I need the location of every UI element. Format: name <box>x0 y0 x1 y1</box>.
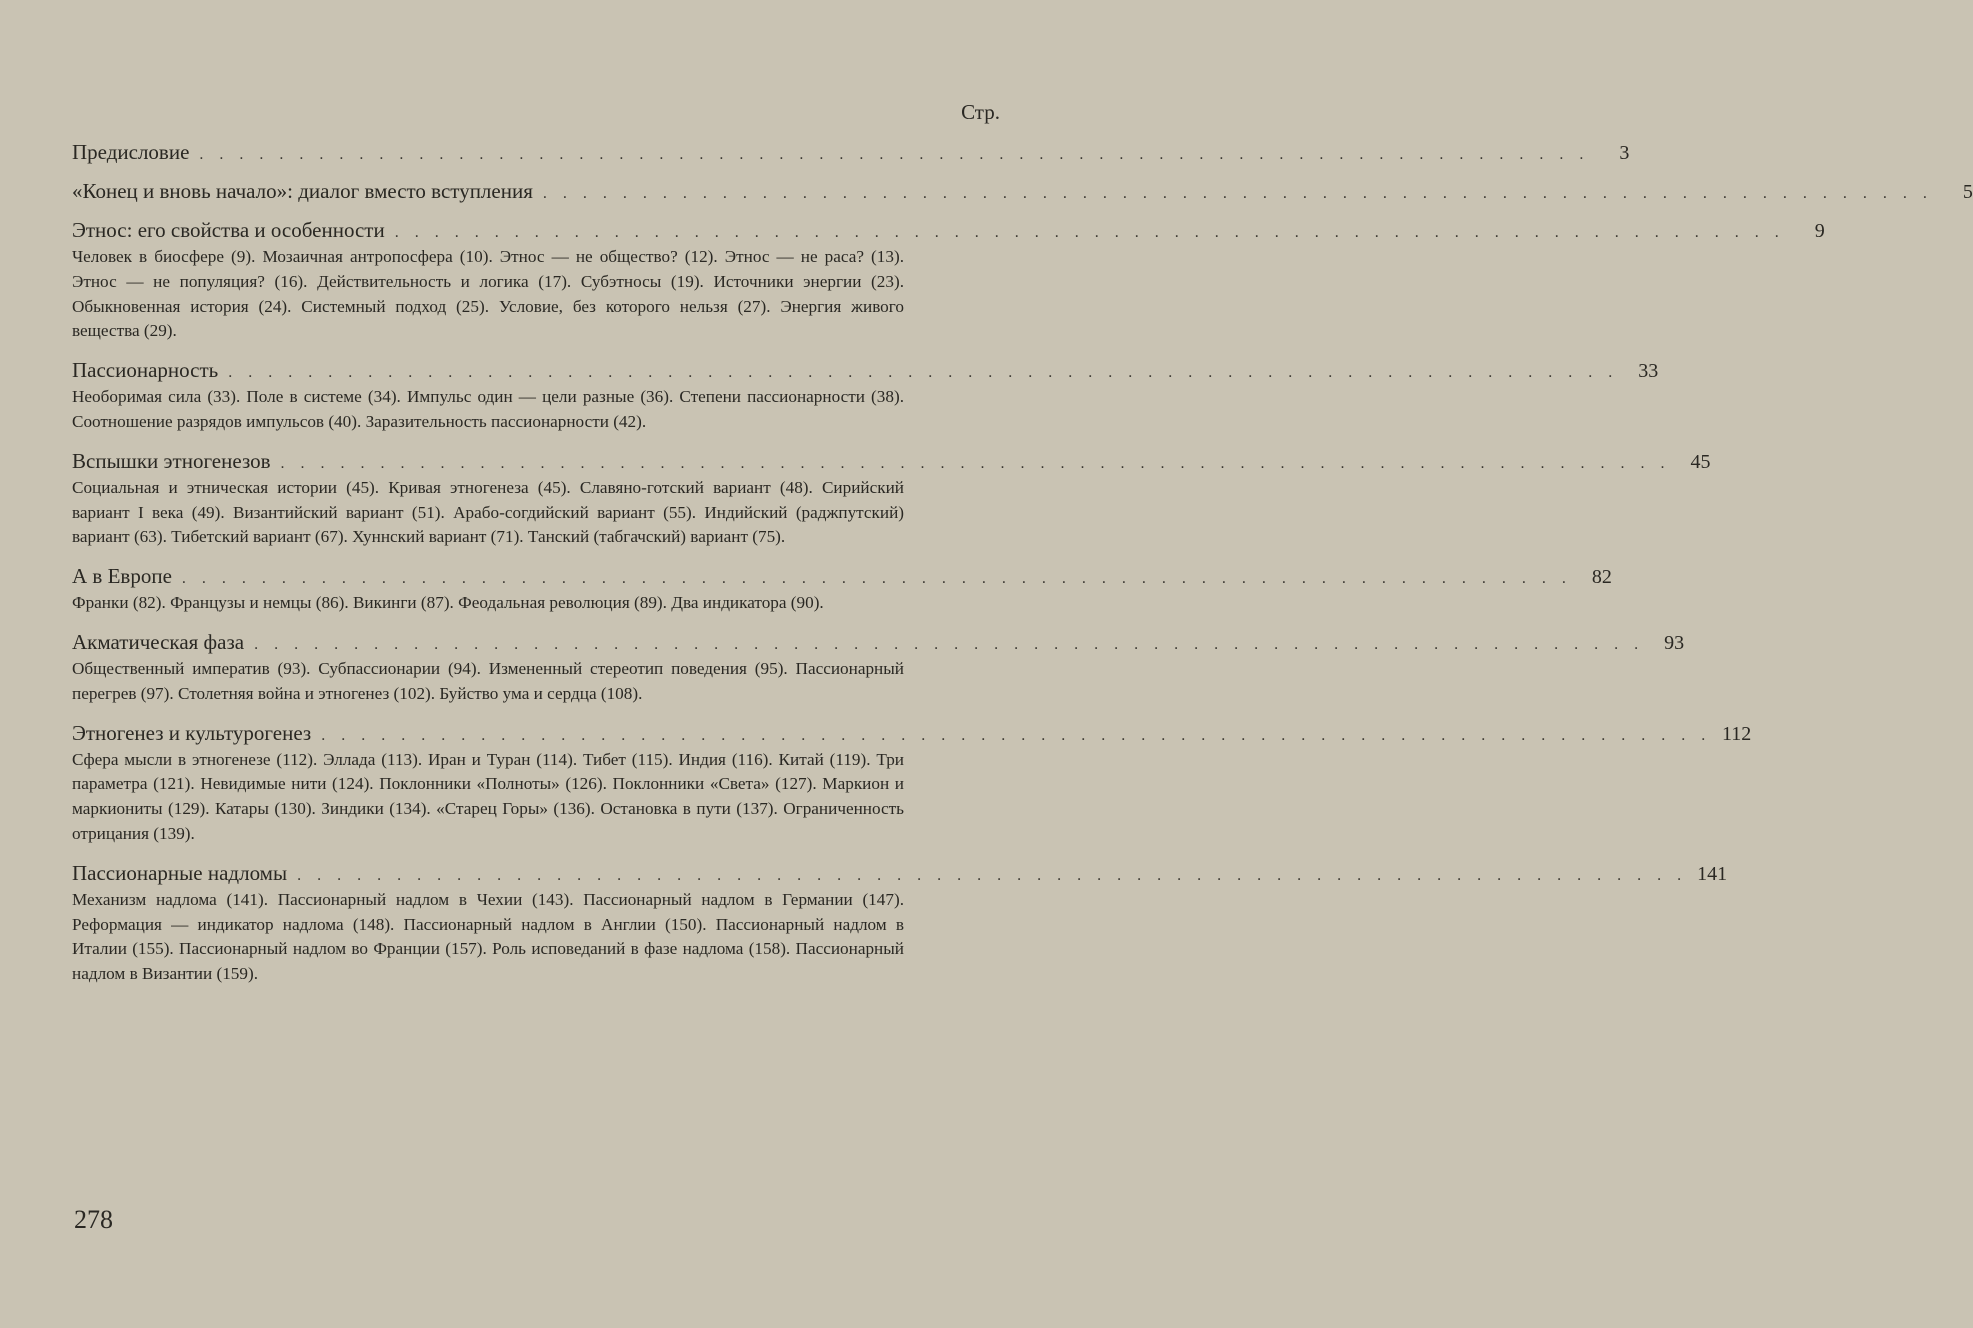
toc-entry-description: Социальная и этническая истории (45). Кривая этногенеза (45). Славяно-готский вариант (48). Сирийский вариант I века (49). Византийский вариант (51). Арабо-согдийский вариант (55). Индийский (раджпутский) вариант (63). Тибетский вариант (67). Хуннский вариант (71). Танский (табгачский) вариант (75). <box>72 477 904 547</box>
toc-entry-description: Механизм надлома (141). Пассионарный надлом в Чехии (143). Пассионарный надлом в Германии (147). Реформация — индикатор надлома (148). Пассионарный надлом в Англии (150). Пассионарный надлом в Италии (155). Пассионарный надлом во Франции (157). Роль исповеданий в фазе надлома (158). Пассионарный надлом в Византии (159). <box>72 889 904 984</box>
toc-entry-title: Пассионарность <box>72 358 219 383</box>
dot-leader: . . . . . . . . . . . . . . . . . . . . . . . . . . . . . . . . . . . . . . . . . . . . . . . . . . . . . . . . . . . . . . . . . . . . . . <box>280 454 1671 472</box>
toc-entry-title: А в Европе <box>72 564 172 589</box>
toc-entry-description: Человек в биосфере (9). Мозаичная антропосфера (10). Этнос — не общество? (12). Этнос — не раса? (13). Этнос — не популяция? (16). Действительность и логика (17). Субэтносы (19). Источники энергии (23). Обыкновенная история (24). Системный подход (25). Условие, без которого нельзя (27). Энергия живого вещества (29). <box>72 247 904 341</box>
toc-heading-row <box>72 720 1752 746</box>
toc-heading-row <box>72 140 1630 165</box>
toc-entry-title: Этнос: его свойства и особенности <box>72 218 385 242</box>
toc-heading-row <box>72 860 1728 886</box>
dot-leader: . . . . . . . . . . . . . . . . . . . . . . . . . . . . . . . . . . . . . . . . . . . . . . . . . . . . . . . . . . . . . . . . . . . . . . <box>394 224 1785 241</box>
table-of-contents <box>72 140 1973 1001</box>
toc-entry-page: 93 <box>1664 631 1685 654</box>
toc-heading-row <box>72 629 1685 655</box>
toc-entry-description: Франки (82). Французы и немцы (86). Викинги (87). Феодальная революция (89). Два индикатора (90). <box>72 593 824 613</box>
dot-leader: . . . . . . . . . . . . . . . . . . . . . . . . . . . . . . . . . . . . . . . . . . . . . . . . . . . . . . . . . . . . . . . . . . . . . . <box>254 635 1645 653</box>
dot-leader: . . . . . . . . . . . . . . . . . . . . . . . . . . . . . . . . . . . . . . . . . . . . . . . . . . . . . . . . . . . . . . . . . . . . . . <box>297 866 1688 884</box>
toc-heading-row <box>72 179 1973 204</box>
toc-entry-page: 33 <box>1638 360 1659 383</box>
dot-leader: . . . . . . . . . . . . . . . . . . . . . . . . . . . . . . . . . . . . . . . . . . . . . . . . . . . . . . . . . . . . . . . . . . . . . . <box>228 364 1619 382</box>
toc-heading-row <box>72 358 1659 383</box>
page-number: 278 <box>74 1205 113 1234</box>
toc-entry-2 <box>72 218 1825 344</box>
toc-entry-3 <box>72 358 1659 435</box>
toc-heading-row <box>72 564 1612 589</box>
page-column-label: Стр. <box>961 100 1000 124</box>
toc-entry-title: Предисловие <box>72 140 190 164</box>
toc-entry-5 <box>72 564 1612 616</box>
toc-entry-page: 45 <box>1690 450 1711 473</box>
toc-entry-0 <box>72 140 1630 165</box>
toc-entry-page: 3 <box>1619 142 1630 164</box>
toc-entry-6 <box>72 629 1685 707</box>
toc-heading-row <box>72 448 1711 474</box>
toc-entry-title: Акматическая фаза <box>72 629 245 654</box>
dot-leader: . . . . . . . . . . . . . . . . . . . . . . . . . . . . . . . . . . . . . . . . . . . . . . . . . . . . . . . . . . . . . . . . . . . . . . <box>321 726 1712 744</box>
toc-entry-4 <box>72 448 1711 550</box>
dot-leader: . . . . . . . . . . . . . . . . . . . . . . . . . . . . . . . . . . . . . . . . . . . . . . . . . . . . . . . . . . . . . . . . . . . . . . <box>542 185 1933 202</box>
toc-entry-description: Необоримая сила (33). Поле в системе (34). Импульс один — цели разные (36). Степени пассионарности (38). Соотношение разрядов импульсов (40). Заразительность пассионарности (42). <box>72 387 904 431</box>
toc-entry-page: 82 <box>1591 566 1612 589</box>
toc-entry-page: 5 <box>1962 181 1973 203</box>
toc-entry-title: Пассионарные надломы <box>72 860 288 885</box>
toc-entry-7 <box>72 720 1752 847</box>
dot-leader: . . . . . . . . . . . . . . . . . . . . . . . . . . . . . . . . . . . . . . . . . . . . . . . . . . . . . . . . . . . . . . . . . . . . . . <box>199 146 1590 163</box>
toc-entry-description: Общественный императив (93). Субпассионарии (94). Измененный стереотип поведения (95). Пассионарный перегрев (97). Столетняя война и этногенез (102). Буйство ума и сердца (108). <box>72 658 904 703</box>
toc-entry-page: 9 <box>1814 220 1825 242</box>
toc-entry-8 <box>72 860 1728 987</box>
toc-entry-title: «Конец и вновь начало»: диалог вместо вступления <box>72 179 533 203</box>
toc-entry-title: Этногенез и культурогенез <box>72 720 312 745</box>
toc-entry-title: Вспышки этногенезов <box>72 448 271 473</box>
toc-heading-row <box>72 218 1825 243</box>
toc-entry-page: 112 <box>1721 722 1752 745</box>
dot-leader: . . . . . . . . . . . . . . . . . . . . . . . . . . . . . . . . . . . . . . . . . . . . . . . . . . . . . . . . . . . . . . . . . . . . . . <box>181 570 1572 588</box>
toc-entry-page: 141 <box>1697 862 1728 885</box>
toc-entry-description: Сфера мысли в этногенезе (112). Эллада (113). Иран и Туран (114). Тибет (115). Индия (116). Китай (119). Три параметра (121). Невидимые нити (124). Поклонники «Полноты» (126). Поклонники «Света» (127). Маркион и маркиониты (129). Катары (130). Зиндики (134). «Старец Горы» (136). Остановка в пути (137). Ограниченность отрицания (139). <box>72 749 904 843</box>
toc-entry-1 <box>72 179 1973 204</box>
